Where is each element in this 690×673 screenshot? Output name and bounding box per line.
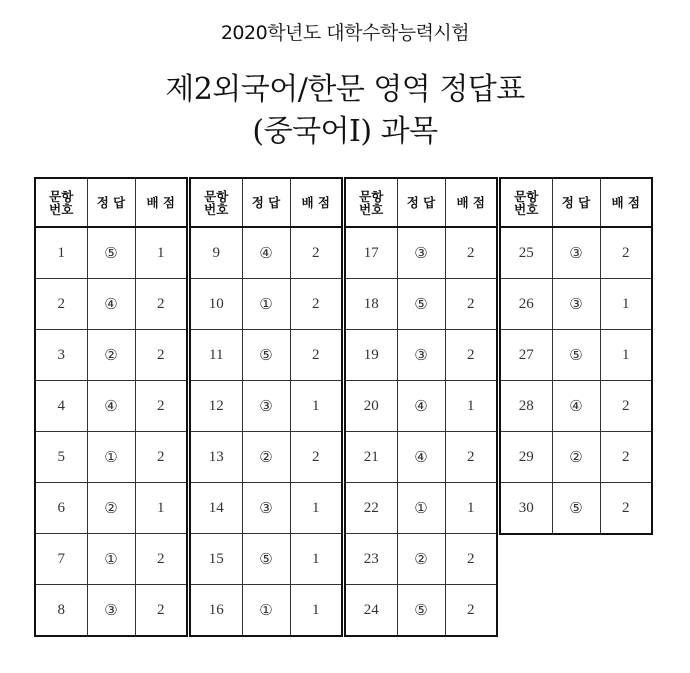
points-cell: 2	[600, 381, 652, 432]
exam-title: 2020학년도 대학수학능력시험	[220, 22, 470, 44]
points-cell: 1	[600, 330, 652, 381]
question-number-cell: 8	[35, 585, 87, 637]
points-cell: 2	[290, 330, 342, 381]
answer-key-title: 제2외국어/한문 영역 정답표	[165, 72, 525, 107]
question-number-cell: 7	[35, 534, 87, 585]
points-cell: 1	[135, 227, 187, 279]
question-number-cell: 6	[35, 483, 87, 534]
header-row	[500, 178, 652, 227]
table-row	[190, 381, 342, 432]
table-row	[345, 585, 497, 637]
table-row	[345, 432, 497, 483]
points-cell: 2	[445, 279, 497, 330]
table-row	[500, 432, 652, 483]
answer-cell: ④	[87, 279, 135, 330]
answer-cell: ②	[552, 432, 600, 483]
answer-cell: ⑤	[552, 330, 600, 381]
question-number-cell: 2	[35, 279, 87, 330]
table-row	[190, 483, 342, 534]
answer-cell: ④	[87, 381, 135, 432]
answer-cell: ②	[87, 483, 135, 534]
answer-cell: ⑤	[242, 534, 290, 585]
answer-cell: ④	[397, 432, 445, 483]
table-row	[345, 279, 497, 330]
answer-cell: ①	[242, 279, 290, 330]
points-cell: 2	[135, 279, 187, 330]
question-number-cell: 26	[500, 279, 552, 330]
answer-cell: ⑤	[397, 585, 445, 637]
header-question-number	[190, 178, 242, 227]
table-row	[500, 227, 652, 279]
points-cell: 1	[290, 381, 342, 432]
answer-cell: ⑤	[397, 279, 445, 330]
header-question-number	[500, 178, 552, 227]
points-cell: 2	[290, 227, 342, 279]
table-row	[500, 330, 652, 381]
question-number-cell: 19	[345, 330, 397, 381]
answer-block-2	[189, 177, 343, 637]
answer-cell: ②	[242, 432, 290, 483]
answer-cell: ③	[397, 330, 445, 381]
question-number-cell: 25	[500, 227, 552, 279]
points-cell: 2	[600, 432, 652, 483]
points-cell: 1	[290, 585, 342, 637]
question-number-cell: 30	[500, 483, 552, 535]
table-row	[500, 381, 652, 432]
points-cell: 2	[135, 432, 187, 483]
table-row	[35, 483, 187, 534]
table-row	[190, 330, 342, 381]
header-answer: 정 답	[397, 178, 445, 227]
header-row	[190, 178, 342, 227]
points-cell: 1	[445, 381, 497, 432]
points-cell: 2	[445, 227, 497, 279]
question-number-cell: 12	[190, 381, 242, 432]
table-row	[500, 279, 652, 330]
question-number-cell: 13	[190, 432, 242, 483]
header-number-line2: 번호	[359, 201, 384, 217]
points-cell: 1	[290, 483, 342, 534]
answer-cell: ③	[552, 227, 600, 279]
answer-cell: ②	[87, 330, 135, 381]
answer-cell: ③	[397, 227, 445, 279]
points-cell: 2	[135, 585, 187, 637]
header-points: 배 점	[600, 178, 652, 227]
question-number-cell: 22	[345, 483, 397, 534]
points-cell: 2	[445, 534, 497, 585]
answer-cell: ⑤	[552, 483, 600, 535]
answer-cell: ③	[242, 381, 290, 432]
table-row	[190, 585, 342, 637]
table-row	[35, 585, 187, 637]
header-number-line1: 문항	[359, 188, 384, 204]
points-cell: 2	[135, 534, 187, 585]
answer-cell: ③	[87, 585, 135, 637]
table-row	[35, 330, 187, 381]
header-number-line1: 문항	[204, 188, 229, 204]
answer-cell: ④	[397, 381, 445, 432]
answer-cell: ⑤	[87, 227, 135, 279]
answer-cell: ④	[552, 381, 600, 432]
answer-block-1	[34, 177, 188, 637]
points-cell: 1	[600, 279, 652, 330]
question-number-cell: 9	[190, 227, 242, 279]
table-row	[190, 227, 342, 279]
table-row	[345, 330, 497, 381]
answer-cell: ③	[242, 483, 290, 534]
question-number-cell: 5	[35, 432, 87, 483]
question-number-cell: 20	[345, 381, 397, 432]
answer-cell: ④	[242, 227, 290, 279]
points-cell: 2	[445, 330, 497, 381]
answer-cell: ③	[552, 279, 600, 330]
answer-cell: ①	[242, 585, 290, 637]
header-number-line2: 번호	[204, 201, 229, 217]
table-row	[35, 432, 187, 483]
question-number-cell: 23	[345, 534, 397, 585]
header-number-line2: 번호	[49, 201, 74, 217]
answer-cell: ①	[87, 432, 135, 483]
points-cell: 2	[600, 227, 652, 279]
points-cell: 2	[135, 330, 187, 381]
question-number-cell: 28	[500, 381, 552, 432]
table-row	[345, 534, 497, 585]
points-cell: 2	[445, 432, 497, 483]
header-row	[35, 178, 187, 227]
table-row	[345, 381, 497, 432]
table-row	[345, 227, 497, 279]
points-cell: 2	[290, 432, 342, 483]
table-row	[190, 534, 342, 585]
table-row	[190, 279, 342, 330]
table-row	[345, 483, 497, 534]
points-cell: 2	[445, 585, 497, 637]
header-number-line1: 문항	[514, 188, 539, 204]
header-points: 배 점	[445, 178, 497, 227]
table-row	[190, 432, 342, 483]
answer-cell: ⑤	[242, 330, 290, 381]
header-points: 배 점	[290, 178, 342, 227]
points-cell: 2	[135, 381, 187, 432]
header-answer: 정 답	[242, 178, 290, 227]
question-number-cell: 29	[500, 432, 552, 483]
table-row	[35, 534, 187, 585]
points-cell: 2	[290, 279, 342, 330]
points-cell: 2	[600, 483, 652, 535]
header-answer: 정 답	[552, 178, 600, 227]
question-number-cell: 27	[500, 330, 552, 381]
subject-title: (중국어Ⅰ) 과목	[252, 114, 438, 149]
question-number-cell: 17	[345, 227, 397, 279]
points-cell: 1	[290, 534, 342, 585]
table-row	[35, 381, 187, 432]
table-row	[35, 279, 187, 330]
header-number-line2: 번호	[514, 201, 539, 217]
header-number-line1: 문항	[49, 188, 74, 204]
points-cell: 1	[445, 483, 497, 534]
answer-cell: ②	[397, 534, 445, 585]
header-row	[345, 178, 497, 227]
answer-block-4	[499, 177, 653, 535]
header-question-number	[345, 178, 397, 227]
question-number-cell: 4	[35, 381, 87, 432]
table-row	[500, 483, 652, 535]
question-number-cell: 10	[190, 279, 242, 330]
question-number-cell: 18	[345, 279, 397, 330]
points-cell: 1	[135, 483, 187, 534]
answer-cell: ①	[87, 534, 135, 585]
question-number-cell: 15	[190, 534, 242, 585]
question-number-cell: 16	[190, 585, 242, 637]
header-question-number	[35, 178, 87, 227]
answer-block-3	[344, 177, 498, 637]
question-number-cell: 24	[345, 585, 397, 637]
question-number-cell: 11	[190, 330, 242, 381]
answer-cell: ①	[397, 483, 445, 534]
header-points: 배 점	[135, 178, 187, 227]
table-row	[35, 227, 187, 279]
header-answer: 정 답	[87, 178, 135, 227]
question-number-cell: 14	[190, 483, 242, 534]
question-number-cell: 1	[35, 227, 87, 279]
question-number-cell: 3	[35, 330, 87, 381]
question-number-cell: 21	[345, 432, 397, 483]
